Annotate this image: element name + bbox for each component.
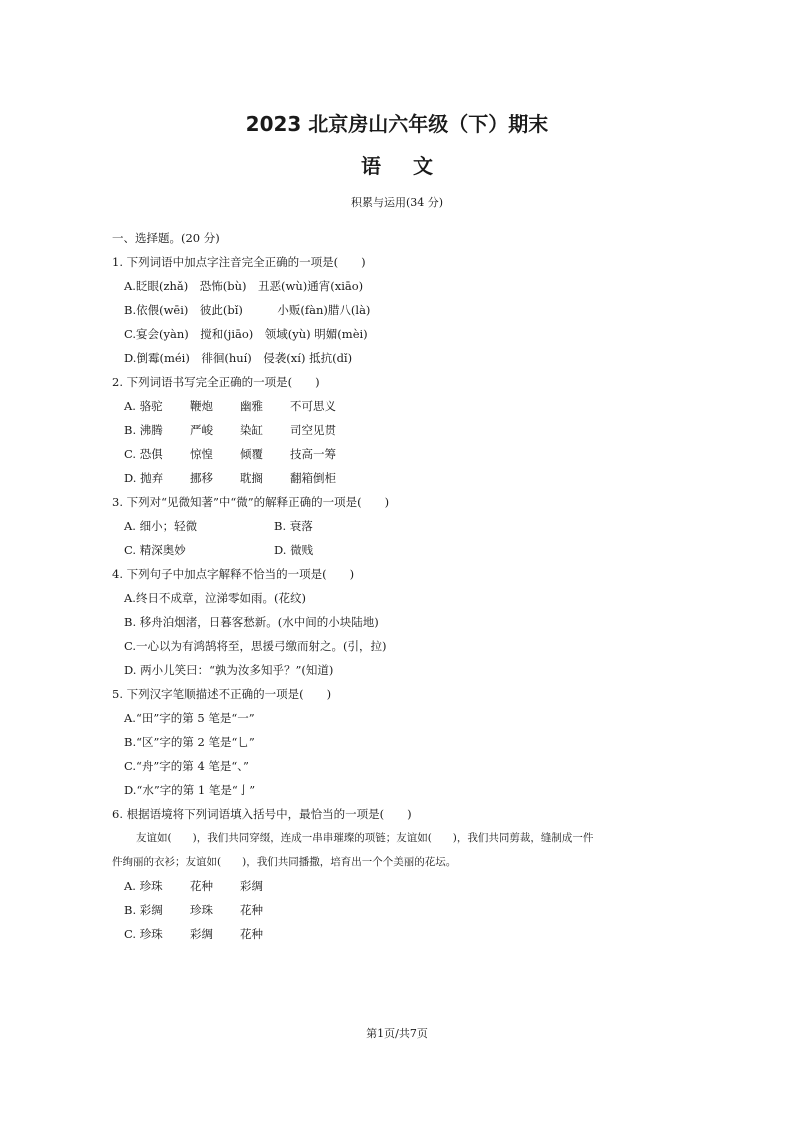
q2-word: 染缸 bbox=[240, 423, 263, 437]
q2-word: 耽搁 bbox=[240, 471, 263, 485]
q6-option-a bbox=[112, 874, 692, 898]
q6-word: 花种 bbox=[240, 927, 263, 941]
q2-option-c bbox=[112, 442, 692, 466]
q6-passage-text: 友谊如( )，我们共同穿缀，连成一串串璀璨的项链；友谊如( )，我们共同剪裁，缝制成一件 bbox=[136, 832, 594, 844]
q6-word: C. 珍珠 bbox=[124, 927, 163, 941]
q5-option-b: B.“区”字的第 2 笔是“乚” bbox=[124, 735, 255, 749]
q1-option-a: A.眨眼(zhǎ) 恐怖(bù) 丑恶(wù)通宵(xiāo) bbox=[124, 279, 364, 293]
q2-stem: 2. 下列词语书写完全正确的一项是( ) bbox=[112, 375, 320, 389]
q5-option-d: D.“水”字的第 1 笔是“亅” bbox=[124, 783, 256, 797]
q2-option-b bbox=[112, 418, 692, 442]
q2-word: A. 骆驼 bbox=[124, 399, 163, 413]
q2-word: 挪移 bbox=[190, 471, 213, 485]
q5-option-a: A.“田”字的第 5 笔是“一” bbox=[124, 711, 255, 725]
q2-word: C. 恐俱 bbox=[124, 447, 163, 461]
q6-word: A. 珍珠 bbox=[124, 879, 163, 893]
q1-option-c: C.宴会(yàn) 搅和(jiāo) 领域(yù) 明媚(mèi) bbox=[124, 327, 368, 341]
q6-option-b bbox=[112, 898, 692, 922]
q3-options-row1 bbox=[112, 514, 692, 538]
q2-option-a bbox=[112, 394, 692, 418]
q4-option-c: C.一心以为有鸿鹄将至，思援弓缴而射之。(引，拉) bbox=[124, 639, 387, 653]
question-content bbox=[112, 226, 692, 946]
q3-stem: 3. 下列对“见微知著”中“微”的解释正确的一项是( ) bbox=[112, 495, 390, 509]
q6-passage-line2: 件绚丽的衣衫；友谊如( )，我们共同播撒，培育出一个个美丽的花坛。 bbox=[112, 856, 457, 868]
q2-word: 司空见贯 bbox=[290, 423, 336, 437]
exam-title: 2023 北京房山六年级（下）期末 bbox=[245, 112, 549, 136]
q3-option-a: A. 细小；轻微 bbox=[124, 519, 198, 533]
q2-word: 严峻 bbox=[190, 423, 213, 437]
q1-stem: 1. 下列词语中加点字注音完全正确的一项是( ) bbox=[112, 255, 366, 269]
section-title: 积累与运用(34 分) bbox=[350, 196, 444, 209]
q2-word: 不可思义 bbox=[290, 399, 336, 413]
q1-option-d: D.倒霉(méi) 徘徊(huí) 侵袭(xí) 抵抗(dǐ) bbox=[124, 351, 353, 365]
q2-option-d bbox=[112, 466, 692, 490]
q6-word: 彩绸 bbox=[190, 927, 213, 941]
q4-option-b: B. 移舟泊烟渚，日暮客愁新。(水中间的小块陆地) bbox=[124, 615, 379, 629]
q2-word: 技高一筹 bbox=[290, 447, 336, 461]
q2-word: B. 沸腾 bbox=[124, 423, 163, 437]
subject-title: 语文 bbox=[361, 154, 465, 178]
q2-word: 幽雅 bbox=[240, 399, 263, 413]
q6-passage-line1 bbox=[112, 826, 692, 850]
q6-word: 花种 bbox=[190, 879, 213, 893]
q2-word: 鞭炮 bbox=[190, 399, 213, 413]
q5-option-c: C.“舟”字的第 4 笔是“、” bbox=[124, 759, 249, 773]
q2-word: 惊惶 bbox=[190, 447, 213, 461]
q4-stem: 4. 下列句子中加点字解释不恰当的一项是( ) bbox=[112, 567, 355, 581]
q3-options-row2 bbox=[112, 538, 692, 562]
q2-word: D. 抛弃 bbox=[124, 471, 164, 485]
q2-word: 倾覆 bbox=[240, 447, 263, 461]
q6-word: 花种 bbox=[240, 903, 263, 917]
q2-word: 翻箱倒柜 bbox=[290, 471, 336, 485]
q4-option-d: D. 两小儿笑曰：“孰为汝多知乎？”(知道) bbox=[124, 663, 334, 677]
q5-stem: 5. 下列汉字笔顺描述不正确的一项是( ) bbox=[112, 687, 332, 701]
part-heading: 一、选择题。(20 分) bbox=[112, 231, 220, 245]
q6-word: 彩绸 bbox=[240, 879, 263, 893]
q6-word: 珍珠 bbox=[190, 903, 213, 917]
q6-word: B. 彩绸 bbox=[124, 903, 163, 917]
q6-option-c bbox=[112, 922, 692, 946]
q4-option-a: A.终日不成章，泣涕零如雨。(花纹) bbox=[124, 591, 306, 605]
page-number: 第1页/共7页 bbox=[366, 1027, 428, 1040]
q3-option-d: D. 微贱 bbox=[274, 543, 314, 557]
q1-option-b: B.依偎(wēi) 彼此(bǐ) 小贩(fàn)腊八(là) bbox=[124, 303, 371, 317]
q3-option-c: C. 精深奥妙 bbox=[124, 543, 186, 557]
q6-stem: 6. 根据语境将下列词语填入括号中，最恰当的一项是( ) bbox=[112, 807, 412, 821]
q3-option-b: B. 衰落 bbox=[274, 519, 313, 533]
